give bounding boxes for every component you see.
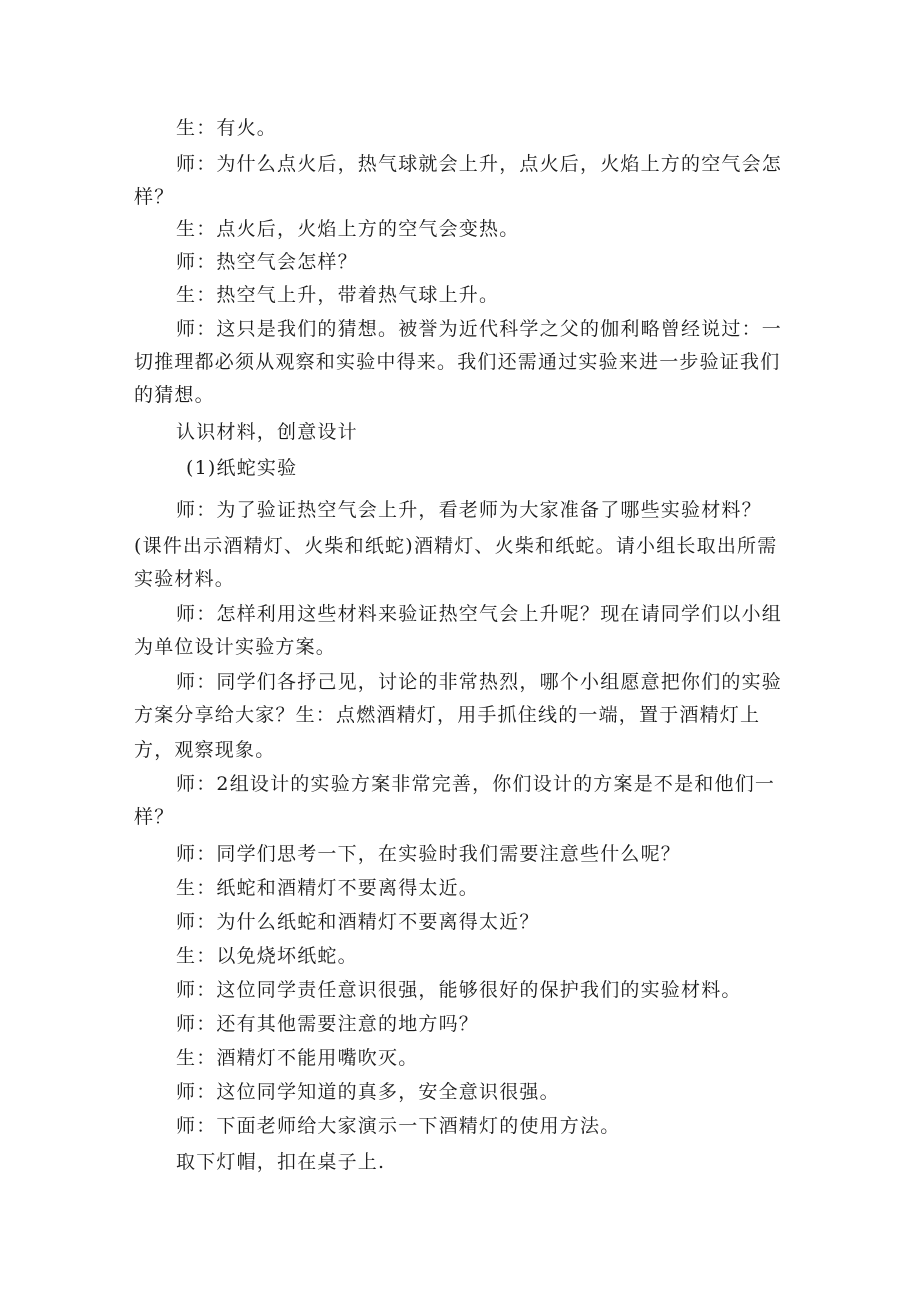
paragraph-teacher-share-plan: 师：同学们各抒己见，讨论的非常热烈，哪个小组愿意把你们的实验方案分享给大家？生：点燃酒精灯，用手抓住线的一端，置于酒精灯上 — [134, 671, 783, 726]
section-heading-materials: 认识材料，创意设计 — [176, 421, 358, 443]
paragraph-student-avoid-burn: 生：以免烧坏纸蛇。 — [176, 945, 358, 967]
paragraph-student-not-too-close: 生：纸蛇和酒精灯不要离得太近。 — [176, 877, 480, 899]
paragraph-observe-phenomenon: 方，观察现象。 — [134, 739, 276, 761]
paragraph-teacher-group2-plan: 师：2组设计的实验方案非常完善，你们设计的方案是不是和他们一样？ — [134, 773, 776, 828]
paragraph-teacher-design-plan: 师：怎样利用这些材料来验证热空气会上升呢？现在请同学们以小组为单位设计实验方案。 — [134, 603, 783, 658]
paragraph-teacher-why-not-close: 师：为什么纸蛇和酒精灯不要离得太近？ — [176, 911, 540, 933]
paragraph-teacher-attention: 师：同学们思考一下，在实验时我们需要注意些什么呢？ — [176, 843, 682, 865]
paragraph-student-fire: 生：有火。 — [176, 117, 278, 139]
paragraph-teacher-galileo: 师：这只是我们的猜想。被誉为近代科学之父的伽利略曾经说过：一切推理都必须从观察和实验中得来。我们还需通过实验来进一步验证我们的猜想。 — [134, 318, 783, 406]
subheading-paper-snake-experiment: (1)纸蛇实验 — [186, 457, 298, 479]
paragraph-teacher-demo: 师：下面老师给大家演示一下酒精灯的使用方法。 — [176, 1115, 621, 1137]
paragraph-student-air-hot: 生：点火后，火焰上方的空气会变热。 — [176, 218, 520, 240]
paragraph-student-no-blow: 生：酒精灯不能用嘴吹灭。 — [176, 1047, 419, 1069]
paragraph-teacher-why-rise: 师：为什么点火后，热气球就会上升，点火后，火焰上方的空气会怎样？ — [134, 153, 783, 208]
paragraph-teacher-safety: 师：这位同学知道的真多，安全意识很强。 — [176, 1081, 560, 1103]
paragraph-remove-cap: 取下灯帽，扣在桌子上. — [176, 1151, 386, 1173]
paragraph-teacher-other-notes: 师：还有其他需要注意的地方吗？ — [176, 1013, 480, 1035]
paragraph-teacher-responsibility: 师：这位同学责任意识很强，能够很好的保护我们的实验材料。 — [176, 979, 742, 1001]
paragraph-courseware-materials: (课件出示酒精灯、火柴和纸蛇)酒精灯、火柴和纸蛇。请小组长取出所需实验材料。 — [134, 535, 778, 590]
paragraph-teacher-hot-air: 师：热空气会怎样？ — [176, 251, 358, 273]
paragraph-teacher-materials-question: 师：为了验证热空气会上升，看老师为大家准备了哪些实验材料？ — [176, 499, 762, 521]
paragraph-student-hot-air-rises: 生：热空气上升，带着热气球上升。 — [176, 284, 500, 306]
